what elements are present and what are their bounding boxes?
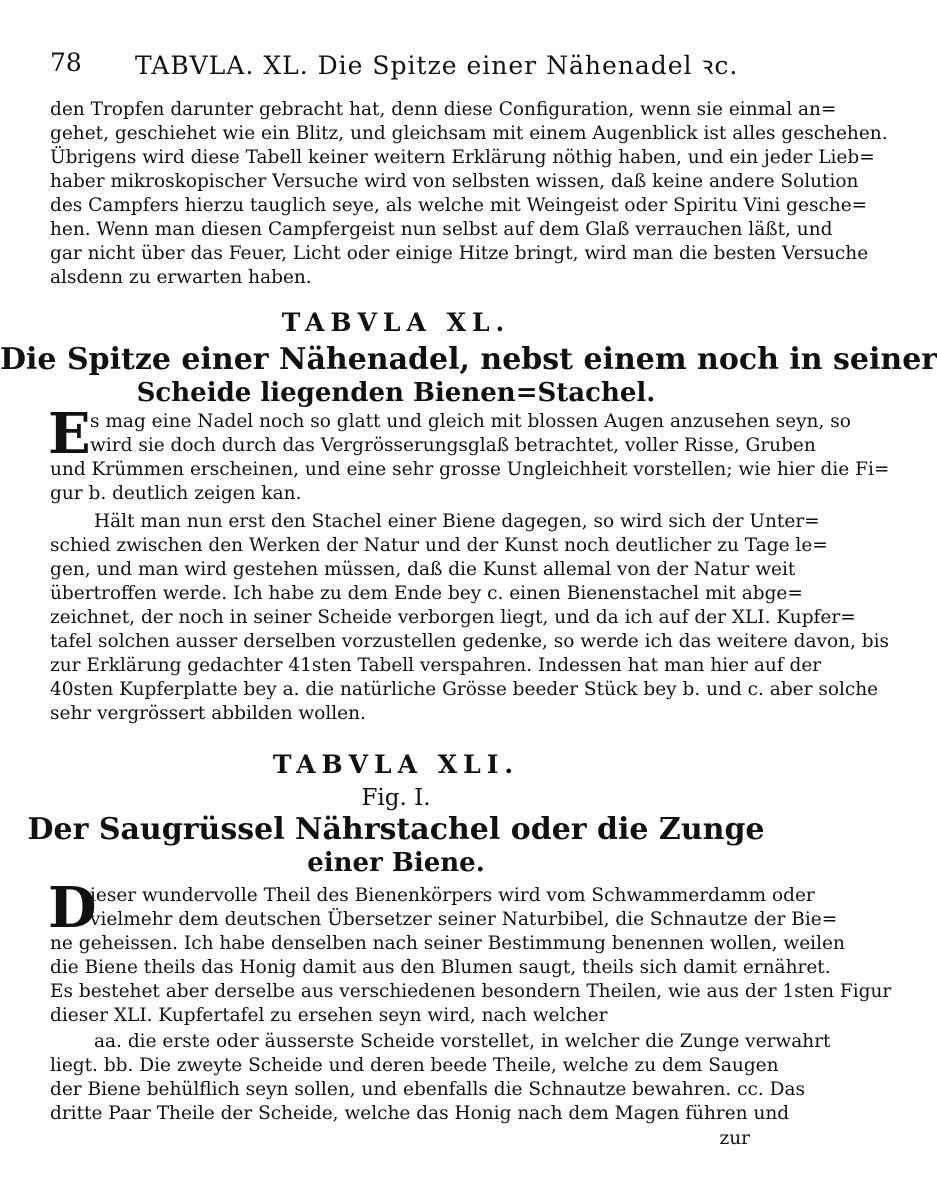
body-line: schied zwischen den Werken der Natur und der Kunst noch deutlicher zu Tage le= [50, 535, 828, 556]
body-line: zeichnet, der noch in seiner Scheide verborgen liegt, und da ich auf der XLI. Kupfer= [50, 607, 856, 628]
catchword: zur [719, 1128, 750, 1149]
section-subtitle-xli: einer Biene. [307, 848, 485, 878]
section-subtitle-xl: Scheide liegenden Bienen=Stachel. [136, 378, 656, 408]
running-title: TABVLA. XL. Die Spitze einer Nähenadel ꝛc. [135, 51, 739, 80]
body-line: Hält man nun erst den Stachel einer Biene dagegen, so wird sich der Unter= [94, 511, 820, 532]
body-line: sehr vergrössert abbilden wollen. [50, 703, 366, 724]
body-line: s mag eine Nadel noch so glatt und gleich mit blossen Augen anzusehen seyn, so [90, 411, 851, 432]
body-line: ieser wundervolle Theil des Bienenkörpers wird vom Schwammerdamm oder [90, 885, 815, 906]
body-line: gur b. deutlich zeigen kan. [50, 483, 302, 504]
body-line: zur Erklärung gedachter 41sten Tabell verspahren. Indessen hat man hier auf der [50, 655, 822, 676]
body-line: und Krümmen erscheinen, und eine sehr grosse Ungleichheit vorstellen; wie hier die Fi= [50, 459, 890, 480]
body-line: gen, und man wird gestehen müssen, daß die Kunst allemal von der Natur weit [50, 559, 796, 580]
intro-line: den Tropfen darunter gebracht hat, denn diese Configuration, wenn sie einmal an= [50, 99, 837, 120]
body-line: der Biene behülflich seyn sollen, und ebenfalls die Schnautze bewahren. cc. Das [50, 1079, 806, 1100]
body-line: vielmehr dem deutschen Übersetzer seiner Naturbibel, die Schnautze der Bie= [90, 909, 838, 930]
body-line: aa. die erste oder äusserste Scheide vorstellet, in welcher die Zunge verwahrt [94, 1031, 831, 1052]
body-line: liegt. bb. Die zweyte Scheide und deren beede Theile, welche zu dem Saugen [50, 1055, 779, 1076]
body-line: ne geheissen. Ich habe denselben nach seiner Bestimmung benennen wollen, weilen [50, 933, 845, 954]
drop-cap: E [48, 401, 91, 467]
intro-line: Übrigens wird diese Tabell keiner weitern Erklärung nöthig haben, und ein jeder Lieb= [50, 147, 875, 168]
body-line: wird sie doch durch das Vergrösserungsglaß betrachtet, voller Risse, Gruben [90, 435, 816, 456]
intro-line: des Campfers hierzu tauglich seye, als welche mit Weingeist oder Spiritu Vini gesche= [50, 195, 868, 216]
section-heading-xli: TABVLA XLI. [272, 750, 520, 779]
section-title-xl: Die Spitze einer Nähenadel, nebst einem noch in seiner [0, 342, 937, 377]
body-line: dieser XLI. Kupfertafel zu ersehen seyn wird, nach welcher [50, 1005, 608, 1026]
figure-label: Fig. I. [361, 785, 431, 811]
body-line: tafel solchen ausser derselben vorzustellen gedenke, so werde ich das weitere davon, bis [50, 631, 890, 652]
intro-line: haber mikroskopischer Versuche wird von selbsten wissen, daß keine andere Solution [50, 171, 859, 192]
section-title-xli: Der Saugrüssel Nährstachel oder die Zunge [27, 812, 765, 847]
running-head [50, 48, 750, 84]
body-line: übertroffen werde. Ich habe zu dem Ende bey c. einen Bienenstachel mit abge= [50, 583, 803, 604]
body-line: die Biene theils das Honig damit aus den Blumen saugt, theils sich damit ernähret. [50, 957, 831, 978]
intro-line: gehet, geschiehet wie ein Blitz, und gleichsam mit einem Augenblick ist alles geschehen. [50, 123, 888, 144]
body-line: Es bestehet aber derselbe aus verschiedenen besondern Theilen, wie aus der 1sten Figur [50, 981, 892, 1002]
body-line: 40sten Kupferplatte bey a. die natürliche Grösse beeder Stück bey b. und c. aber solche [50, 679, 879, 700]
intro-line: gar nicht über das Feuer, Licht oder einige Hitze bringt, wird man die besten Versuche [50, 243, 869, 264]
intro-line: hen. Wenn man diesen Campfergeist nun selbst auf dem Glaß verrauchen läßt, und [50, 219, 833, 240]
intro-line: alsdenn zu erwarten haben. [50, 267, 312, 288]
body-line: dritte Paar Theile der Scheide, welche das Honig nach dem Magen führen und [50, 1103, 790, 1124]
drop-cap: D [48, 875, 97, 941]
page-number: 78 [50, 48, 82, 77]
section-heading-xl: TABVLA XL. [281, 308, 511, 337]
